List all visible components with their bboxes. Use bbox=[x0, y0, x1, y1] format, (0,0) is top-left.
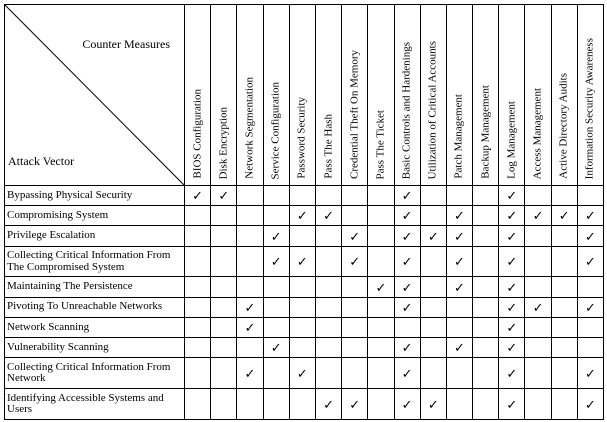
matrix-cell bbox=[211, 246, 237, 277]
matrix-cell bbox=[394, 338, 420, 358]
check-icon: ✓ bbox=[218, 188, 230, 204]
check-icon: ✓ bbox=[506, 319, 518, 335]
matrix-cell bbox=[525, 389, 551, 420]
check-icon: ✓ bbox=[244, 319, 256, 335]
matrix-cell bbox=[577, 358, 603, 389]
matrix-cell bbox=[577, 186, 603, 206]
check-icon: ✓ bbox=[454, 279, 465, 295]
check-icon: ✓ bbox=[349, 228, 361, 244]
column-header-label: Disk Encryption bbox=[217, 106, 230, 179]
matrix-cell bbox=[289, 277, 315, 297]
column-header-label: Log Management bbox=[505, 101, 518, 179]
matrix-cell bbox=[185, 389, 211, 420]
matrix-cell bbox=[446, 389, 472, 420]
matrix-cell bbox=[315, 317, 341, 337]
check-icon: ✓ bbox=[375, 279, 387, 295]
check-icon: ✓ bbox=[506, 299, 518, 315]
corner-cell bbox=[5, 5, 185, 186]
matrix-cell bbox=[315, 297, 341, 317]
matrix-cell bbox=[263, 317, 289, 337]
matrix-cell bbox=[394, 297, 420, 317]
matrix-cell bbox=[315, 277, 341, 297]
matrix-cell bbox=[368, 206, 394, 226]
column-header-label: Password Security bbox=[295, 97, 308, 179]
matrix-cell bbox=[342, 186, 368, 206]
check-icon: ✓ bbox=[401, 340, 413, 356]
matrix-cell bbox=[342, 206, 368, 226]
matrix-cell bbox=[211, 277, 237, 297]
column-header bbox=[315, 5, 341, 186]
check-icon: ✓ bbox=[584, 299, 596, 315]
matrix-cell bbox=[394, 389, 420, 420]
column-header-label: Backup Management bbox=[479, 85, 492, 179]
matrix-cell bbox=[315, 389, 341, 420]
matrix-cell bbox=[237, 277, 263, 297]
check-icon: ✓ bbox=[401, 396, 413, 412]
matrix-cell bbox=[499, 338, 525, 358]
matrix-cell bbox=[368, 358, 394, 389]
matrix-cell bbox=[237, 226, 263, 246]
matrix-cell bbox=[394, 206, 420, 226]
matrix-cell bbox=[420, 277, 446, 297]
check-icon: ✓ bbox=[454, 228, 465, 244]
column-header bbox=[185, 5, 211, 186]
table-row bbox=[5, 226, 604, 246]
check-icon: ✓ bbox=[349, 254, 361, 270]
counter-measures-label: Counter Measures bbox=[82, 37, 170, 51]
matrix-cell bbox=[420, 186, 446, 206]
check-icon: ✓ bbox=[584, 396, 596, 412]
check-icon: ✓ bbox=[584, 365, 596, 381]
matrix-cell bbox=[211, 358, 237, 389]
check-icon: ✓ bbox=[584, 228, 596, 244]
matrix-cell bbox=[315, 246, 341, 277]
matrix-cell bbox=[577, 297, 603, 317]
check-icon: ✓ bbox=[401, 365, 413, 381]
matrix-cell bbox=[499, 277, 525, 297]
matrix-cell bbox=[473, 277, 499, 297]
matrix-cell bbox=[289, 358, 315, 389]
column-header bbox=[420, 5, 446, 186]
matrix-cell bbox=[237, 186, 263, 206]
matrix-cell bbox=[289, 186, 315, 206]
matrix-cell bbox=[446, 317, 472, 337]
matrix-cell bbox=[577, 338, 603, 358]
matrix-cell bbox=[237, 338, 263, 358]
matrix-cell bbox=[185, 338, 211, 358]
matrix-cell bbox=[525, 317, 551, 337]
matrix-cell bbox=[263, 226, 289, 246]
matrix-cell bbox=[420, 297, 446, 317]
column-header-label: Patch Management bbox=[452, 94, 465, 179]
attack-vector-cell: Collecting Critical Information From Network bbox=[5, 358, 185, 389]
column-header-label: Pass The Hash bbox=[322, 114, 335, 179]
matrix-cell bbox=[185, 277, 211, 297]
matrix-cell bbox=[315, 206, 341, 226]
matrix-cell bbox=[263, 186, 289, 206]
matrix-cell bbox=[289, 297, 315, 317]
attack-vector-cell: Bypassing Physical Security bbox=[5, 186, 185, 206]
matrix-cell bbox=[289, 389, 315, 420]
matrix-cell bbox=[263, 358, 289, 389]
matrix-cell bbox=[577, 246, 603, 277]
check-icon: ✓ bbox=[427, 396, 439, 412]
attack-vector-cell: Compromising System bbox=[5, 206, 185, 226]
matrix-cell bbox=[211, 389, 237, 420]
table-row bbox=[5, 389, 604, 420]
column-header-label: Access Management bbox=[531, 87, 544, 179]
column-header bbox=[577, 5, 603, 186]
matrix-cell bbox=[551, 317, 577, 337]
matrix-cell bbox=[263, 338, 289, 358]
matrix-cell bbox=[185, 206, 211, 226]
matrix-cell bbox=[446, 206, 472, 226]
matrix-cell bbox=[525, 246, 551, 277]
table-row bbox=[5, 338, 604, 358]
attack-vector-cell: Collecting Critical Information From The Compromised System bbox=[5, 246, 185, 277]
matrix-cell bbox=[342, 358, 368, 389]
matrix-cell bbox=[315, 358, 341, 389]
attack-vector-cell: Pivoting To Unreachable Networks bbox=[5, 297, 185, 317]
matrix-cell bbox=[342, 226, 368, 246]
matrix-cell bbox=[525, 277, 551, 297]
matrix-cell bbox=[473, 358, 499, 389]
matrix-cell bbox=[499, 317, 525, 337]
matrix-cell bbox=[368, 186, 394, 206]
matrix-cell bbox=[551, 297, 577, 317]
matrix-cell bbox=[368, 317, 394, 337]
matrix-cell bbox=[420, 358, 446, 389]
attack-vector-label: Attack Vector bbox=[8, 154, 75, 168]
matrix-cell bbox=[577, 317, 603, 337]
matrix-cell bbox=[368, 297, 394, 317]
check-icon: ✓ bbox=[454, 254, 465, 270]
check-icon: ✓ bbox=[532, 299, 544, 315]
matrix-cell bbox=[289, 246, 315, 277]
check-icon: ✓ bbox=[506, 340, 518, 356]
column-header bbox=[499, 5, 525, 186]
matrix-cell bbox=[577, 226, 603, 246]
matrix-cell bbox=[185, 317, 211, 337]
check-icon: ✓ bbox=[506, 254, 518, 270]
matrix-cell bbox=[499, 246, 525, 277]
matrix-cell bbox=[473, 338, 499, 358]
matrix-cell bbox=[525, 206, 551, 226]
matrix-cell bbox=[525, 297, 551, 317]
check-icon: ✓ bbox=[270, 254, 282, 270]
check-icon: ✓ bbox=[506, 188, 518, 204]
matrix-cell bbox=[289, 226, 315, 246]
check-icon: ✓ bbox=[506, 228, 518, 244]
matrix-cell bbox=[368, 338, 394, 358]
table-row bbox=[5, 277, 604, 297]
column-header-label: Network Segmentation bbox=[243, 77, 256, 179]
column-header bbox=[394, 5, 420, 186]
matrix-cell bbox=[185, 358, 211, 389]
matrix-cell bbox=[289, 206, 315, 226]
matrix-cell bbox=[499, 297, 525, 317]
column-header-label: Service Configuration bbox=[269, 81, 282, 179]
matrix-cell bbox=[237, 358, 263, 389]
attack-vector-cell: Privilege Escalation bbox=[5, 226, 185, 246]
check-icon: ✓ bbox=[244, 365, 256, 381]
matrix-cell bbox=[211, 338, 237, 358]
check-icon: ✓ bbox=[584, 254, 596, 270]
matrix-cell bbox=[263, 389, 289, 420]
check-icon: ✓ bbox=[454, 208, 465, 224]
matrix-cell bbox=[394, 277, 420, 297]
column-header-label: Credential Theft On Memory bbox=[348, 49, 361, 179]
column-header bbox=[263, 5, 289, 186]
matrix-cell bbox=[394, 226, 420, 246]
matrix-cell bbox=[211, 297, 237, 317]
column-header bbox=[551, 5, 577, 186]
matrix-cell bbox=[420, 226, 446, 246]
matrix-cell bbox=[289, 317, 315, 337]
column-header bbox=[289, 5, 315, 186]
check-icon: ✓ bbox=[401, 279, 413, 295]
matrix-cell bbox=[473, 206, 499, 226]
matrix-cell bbox=[394, 246, 420, 277]
matrix-cell bbox=[551, 338, 577, 358]
matrix-cell bbox=[394, 358, 420, 389]
matrix-cell bbox=[473, 226, 499, 246]
matrix-cell bbox=[342, 338, 368, 358]
matrix-cell bbox=[237, 317, 263, 337]
matrix-cell bbox=[577, 277, 603, 297]
column-header-label: Utilization of Critical Accounts bbox=[426, 40, 439, 179]
attack-vector-cell: Network Scanning bbox=[5, 317, 185, 337]
matrix-cell bbox=[315, 226, 341, 246]
matrix-cell bbox=[263, 206, 289, 226]
check-icon: ✓ bbox=[506, 279, 518, 295]
matrix-cell bbox=[525, 186, 551, 206]
check-icon: ✓ bbox=[401, 188, 413, 204]
column-header bbox=[525, 5, 551, 186]
matrix-cell bbox=[263, 246, 289, 277]
check-icon: ✓ bbox=[270, 228, 282, 244]
check-icon: ✓ bbox=[323, 208, 334, 224]
matrix-cell bbox=[551, 186, 577, 206]
table-row bbox=[5, 297, 604, 317]
matrix-cell bbox=[551, 246, 577, 277]
matrix-cell bbox=[368, 277, 394, 297]
matrix-cell bbox=[342, 317, 368, 337]
check-icon: ✓ bbox=[506, 208, 518, 224]
matrix-cell bbox=[420, 206, 446, 226]
matrix-cell bbox=[185, 297, 211, 317]
check-icon: ✓ bbox=[506, 365, 518, 381]
matrix-cell bbox=[446, 246, 472, 277]
matrix-cell bbox=[446, 277, 472, 297]
matrix-cell bbox=[342, 389, 368, 420]
check-icon: ✓ bbox=[296, 254, 308, 270]
matrix-cell bbox=[499, 186, 525, 206]
matrix-cell bbox=[499, 358, 525, 389]
matrix-cell bbox=[263, 297, 289, 317]
matrix-table bbox=[4, 4, 604, 420]
matrix-cell bbox=[263, 277, 289, 297]
check-icon: ✓ bbox=[454, 340, 465, 356]
matrix-cell bbox=[420, 338, 446, 358]
matrix-cell bbox=[289, 338, 315, 358]
matrix-cell bbox=[237, 206, 263, 226]
matrix-cell bbox=[342, 246, 368, 277]
matrix-cell bbox=[525, 338, 551, 358]
attack-vector-cell: Vulnerability Scanning bbox=[5, 338, 185, 358]
check-icon: ✓ bbox=[244, 299, 256, 315]
matrix-cell bbox=[499, 389, 525, 420]
matrix-cell bbox=[237, 297, 263, 317]
matrix-cell bbox=[211, 226, 237, 246]
table-row bbox=[5, 317, 604, 337]
column-header bbox=[211, 5, 237, 186]
matrix-cell bbox=[577, 206, 603, 226]
table-row bbox=[5, 186, 604, 206]
matrix-cell bbox=[368, 226, 394, 246]
check-icon: ✓ bbox=[401, 228, 413, 244]
matrix-cell bbox=[473, 186, 499, 206]
table-row bbox=[5, 358, 604, 389]
check-icon: ✓ bbox=[323, 396, 334, 412]
matrix-cell bbox=[499, 206, 525, 226]
check-icon: ✓ bbox=[532, 208, 544, 224]
matrix-cell bbox=[185, 186, 211, 206]
column-header-label: Pass The Ticket bbox=[374, 109, 387, 179]
matrix-cell bbox=[237, 246, 263, 277]
check-icon: ✓ bbox=[427, 228, 439, 244]
matrix-cell bbox=[551, 358, 577, 389]
matrix-cell bbox=[551, 206, 577, 226]
matrix-cell bbox=[342, 277, 368, 297]
matrix-cell bbox=[394, 186, 420, 206]
header-row bbox=[5, 5, 604, 186]
matrix-cell bbox=[446, 358, 472, 389]
column-header-label: BIOS Configuration bbox=[191, 89, 204, 179]
matrix-cell bbox=[473, 317, 499, 337]
matrix-cell bbox=[185, 246, 211, 277]
matrix-cell bbox=[211, 317, 237, 337]
column-header-label: Basic Controls and Hardenings bbox=[400, 41, 413, 179]
column-header bbox=[342, 5, 368, 186]
matrix-cell bbox=[211, 206, 237, 226]
column-header-label: Information Security Awareness bbox=[583, 37, 596, 179]
check-icon: ✓ bbox=[401, 299, 413, 315]
matrix-cell bbox=[525, 358, 551, 389]
matrix-cell bbox=[446, 226, 472, 246]
attack-vector-cell: Identifying Accessible Systems and Users bbox=[5, 389, 185, 420]
check-icon: ✓ bbox=[558, 208, 570, 224]
table-row bbox=[5, 246, 604, 277]
matrix-cell bbox=[394, 317, 420, 337]
matrix-cell bbox=[473, 389, 499, 420]
column-header bbox=[473, 5, 499, 186]
matrix-cell bbox=[420, 317, 446, 337]
column-header-label: Active Directory Audits bbox=[557, 73, 570, 179]
matrix-cell bbox=[368, 389, 394, 420]
check-icon: ✓ bbox=[192, 188, 204, 204]
check-icon: ✓ bbox=[270, 340, 282, 356]
column-header bbox=[368, 5, 394, 186]
matrix-cell bbox=[525, 226, 551, 246]
check-icon: ✓ bbox=[296, 365, 308, 381]
matrix-cell bbox=[420, 246, 446, 277]
matrix-cell bbox=[473, 246, 499, 277]
table-row bbox=[5, 206, 604, 226]
matrix-cell bbox=[499, 226, 525, 246]
check-icon: ✓ bbox=[401, 254, 413, 270]
column-header bbox=[446, 5, 472, 186]
matrix-cell bbox=[315, 186, 341, 206]
matrix-cell bbox=[185, 226, 211, 246]
matrix-body bbox=[5, 186, 604, 420]
check-icon: ✓ bbox=[296, 208, 308, 224]
check-icon: ✓ bbox=[401, 208, 413, 224]
matrix-cell bbox=[473, 297, 499, 317]
matrix-cell bbox=[211, 186, 237, 206]
matrix-cell bbox=[368, 246, 394, 277]
matrix-cell bbox=[420, 389, 446, 420]
matrix-cell bbox=[551, 277, 577, 297]
matrix-cell bbox=[551, 226, 577, 246]
matrix-cell bbox=[237, 389, 263, 420]
matrix-cell bbox=[315, 338, 341, 358]
matrix-cell bbox=[551, 389, 577, 420]
check-icon: ✓ bbox=[584, 208, 596, 224]
matrix-cell bbox=[446, 297, 472, 317]
column-header bbox=[237, 5, 263, 186]
check-icon: ✓ bbox=[349, 396, 361, 412]
attack-vector-cell: Maintaining The Persistence bbox=[5, 277, 185, 297]
matrix-cell bbox=[446, 186, 472, 206]
matrix-cell bbox=[446, 338, 472, 358]
matrix-cell bbox=[342, 297, 368, 317]
matrix-cell bbox=[577, 389, 603, 420]
check-icon: ✓ bbox=[506, 396, 518, 412]
